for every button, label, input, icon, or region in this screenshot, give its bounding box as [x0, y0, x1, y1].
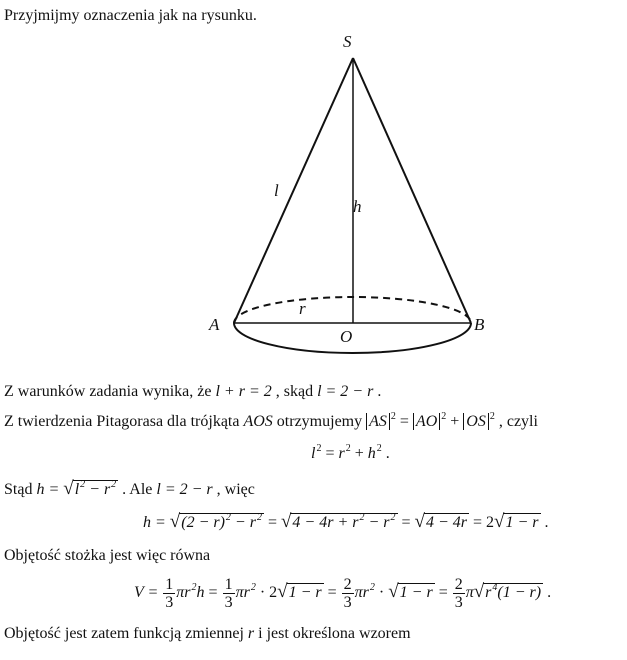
cone-edge-left: [234, 58, 353, 323]
label-l: l: [274, 181, 279, 200]
equation-volume: V = $\frac{1}{3}$ $\pi r^2h$ = $\frac{1}{3}$ $\pi r^2 \cdot 2√1 - r$ = $\frac{2}{3}$ $\pi r^2 \cdot √1 - r$ = $\frac{2}{3}$ $\pi√r^4(1 - r)$ .: [134, 575, 552, 611]
intro-text: Przyjmijmy oznaczenia jak na rysunku.: [4, 7, 257, 24]
label-B: B: [474, 315, 485, 334]
label-S: S: [343, 32, 352, 51]
cone-edge-right: [353, 58, 471, 323]
paragraph-pythagoras: Z twierdzenia Pitagorasa dla trójkąta AOS otrzymujemy AS $^2$ = AO $^2$ + OS $^2$ , czyli: [4, 411, 538, 430]
label-r: r: [299, 299, 306, 318]
equation-pythagoras: $l^2 = r^2 + h^2$ .: [311, 443, 390, 462]
label-O: O: [340, 327, 353, 346]
paragraph-function: Objętość jest zatem funkcją zmiennej r i jest określona wzorem: [4, 625, 411, 642]
paragraph-conditions: Z warunków zadania wynika, że l + r = 2 , skąd l = 2 − r .: [4, 383, 382, 400]
paragraph-height: Stąd $h = √l^2 - r^2$ . Ale l = 2 − r , więc: [4, 478, 255, 499]
label-h: h: [353, 197, 362, 216]
base-front-arc: [234, 323, 471, 353]
label-A: A: [209, 315, 220, 334]
equation-height: $h = √(2 - r)^2 - r^2 = √4 - 4r + r^2 - r^2 = √4 - 4r = 2√1 - r$ .: [143, 511, 549, 532]
paragraph-volume: Objętość stożka jest więc równa: [4, 547, 211, 564]
